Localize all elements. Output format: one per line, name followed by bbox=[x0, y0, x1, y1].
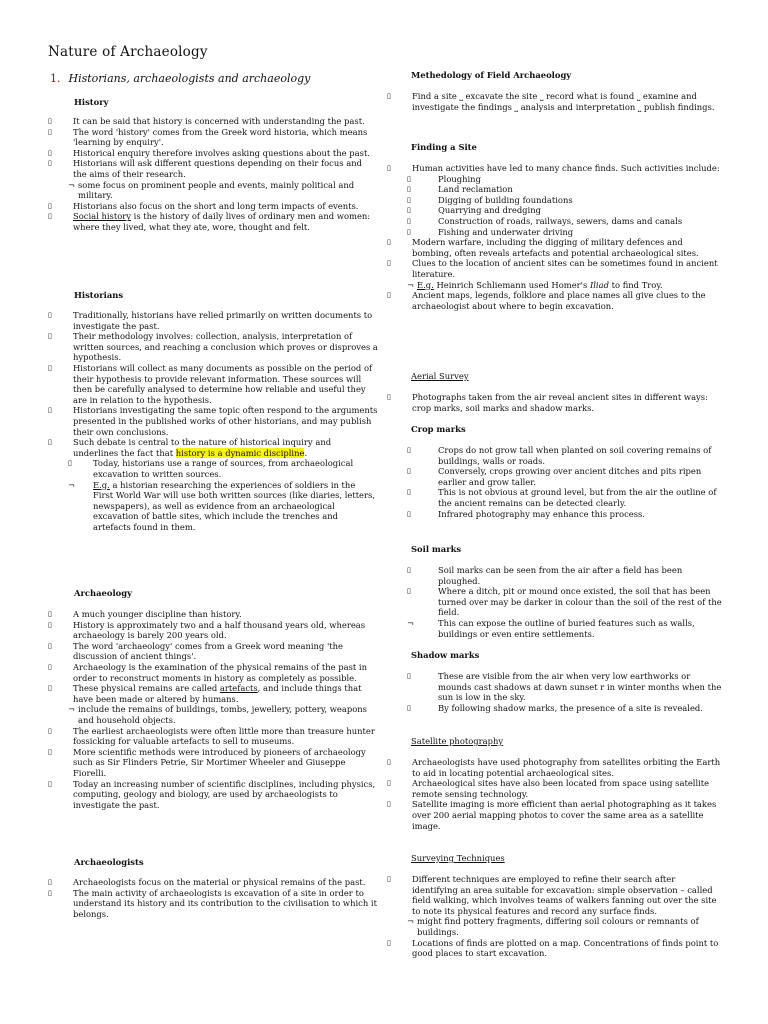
arrow-item bbox=[48, 480, 378, 533]
sub-item: ▯ Where a ditch, pit or mound once existed, the soil that has been turned over may be darker in colour than the soil of the rest of the field. bbox=[387, 586, 722, 618]
sub-item: ▯ Soil marks can be seen from the air after a field has been ploughed. bbox=[387, 565, 722, 586]
section-label: Historians, archaeologists and archaeology bbox=[68, 72, 311, 85]
list-item: ▯ Find a site ⎵ excavate the site ⎵ record what is found ⎵ examine and investigate the findings ⎵ analysis and interpretation ⎵ publish findings. bbox=[387, 91, 722, 112]
satellite-list bbox=[387, 757, 722, 831]
aerial-heading: Aerial Survey bbox=[411, 371, 469, 381]
sub-item: ▯ Construction of roads, railways, sewers, dams and canals bbox=[387, 216, 722, 227]
list-item: ▯ Clues to the location of ancient sites can be sometimes found in ancient literature. bbox=[387, 258, 722, 279]
list-item: ▯ Ancient maps, legends, folklore and place names all give clues to the archaeologist about where to begin excavation. bbox=[387, 290, 722, 311]
arrow-item: ¬ This can expose the outline of buried features such as walls, buildings or even entire settlements. bbox=[387, 618, 722, 639]
list-item: ▯ Archaeologists focus on the material or physical remains of the past. bbox=[48, 877, 378, 888]
section-title bbox=[50, 72, 310, 85]
highlighted-text: history is a dynamic discipline bbox=[175, 447, 305, 458]
eg-text: Heinrich Schliemann used Homer's bbox=[433, 279, 590, 290]
list-item: ▯ Photographs taken from the air reveal ancient sites in different ways: crop marks, soil marks and shadow marks. bbox=[387, 392, 722, 413]
arrow-item: ¬ might find pottery fragments, differing soil colours or remnants of buildings. bbox=[387, 916, 722, 937]
list-item: ▯ It can be said that history is concerned with understanding the past. bbox=[48, 116, 378, 127]
list-item: ▯ Today an increasing number of scientific disciplines, including physics, computing, geology and biology, are used by archaeologists to investigate the past. bbox=[48, 779, 378, 811]
sub-item: ▯ Ploughing bbox=[387, 174, 722, 185]
list-item: ▯ Traditionally, historians have relied primarily on written documents to investigate the past. bbox=[48, 310, 378, 331]
sub-item: ▯ These are visible from the air when very low earthworks or mounds cast shadows at dawn sunset r in winter months when the sun is low in the sky. bbox=[387, 671, 722, 703]
sub-item: ▯ Land reclamation bbox=[387, 184, 722, 195]
phys-text-end: , and include things that have been made or altered by humans. bbox=[73, 683, 362, 704]
surveying-heading: Surveying Techniques bbox=[411, 853, 505, 863]
sub-item: ▯ Fishing and underwater driving bbox=[387, 227, 722, 238]
method-heading: Methedology of Field Archaeology bbox=[411, 70, 572, 80]
eg-text-end: to find Troy. bbox=[608, 279, 663, 290]
social-history-term: Social history bbox=[73, 211, 131, 222]
crop-heading: Crop marks bbox=[411, 424, 466, 434]
list-item: ▯ Archaeological sites have also been located from space using satellite remote sensing technology. bbox=[387, 778, 722, 799]
list-item: ▯ Different techniques are employed to refine their search after identifying an area suitable for excavation: simple observation – called field walking, which involves teams of walkers fanning out over the site to note its physical features and record any surface finds. bbox=[387, 874, 722, 916]
list-item: ▯ History is approximately two and a half thousand years old, whereas archaeology is barely 200 years old. bbox=[48, 620, 378, 641]
method-list bbox=[387, 91, 722, 112]
sub-item: ▯ Quarrying and dredging bbox=[387, 205, 722, 216]
debate-text: Such debate is central to the nature of historical inquiry and underlines the fact that bbox=[73, 437, 332, 458]
satellite-heading: Satellite photography bbox=[411, 736, 504, 746]
list-item bbox=[48, 437, 378, 458]
list-item: ▯ Archaeology is the examination of the physical remains of the past in order to reconstruct moments in history as completely as possible. bbox=[48, 662, 378, 683]
list-item: ▯ The earliest archaeologists were often little more than treasure hunter fossicking for valuable artefacts to sell to museums. bbox=[48, 726, 378, 747]
arrow-item bbox=[387, 280, 722, 291]
history-heading: History bbox=[74, 97, 109, 107]
list-item: ▯ Historians investigating the same topic often respond to the arguments presented in the published works of other historians, and may publish their own conclusions. bbox=[48, 405, 378, 437]
eg-label: E.g. bbox=[93, 479, 110, 490]
list-item: ▯ Historians will ask different questions depending on their focus and the aims of their research. bbox=[48, 158, 378, 179]
sub-item: ▯ Today, historians use a range of sources, from archaeological excavation to written sources. bbox=[48, 458, 378, 479]
history-list bbox=[48, 116, 378, 233]
list-item: ▯ Historical enquiry therefore involves asking questions about the past. bbox=[48, 148, 378, 159]
artefacts-term: artefacts bbox=[219, 683, 258, 694]
crop-list bbox=[387, 445, 722, 519]
shadow-heading: Shadow marks bbox=[411, 650, 480, 660]
list-item: ▯ Locations of finds are plotted on a map. Concentrations of finds point to good places to start excavation. bbox=[387, 938, 722, 959]
list-item: ▯ Historians also focus on the short and long term impacts of events. bbox=[48, 201, 378, 212]
list-item bbox=[48, 211, 378, 232]
sub-item: ▯ This is not obvious at ground level, but from the air the outline of the ancient remains can be detected clearly. bbox=[387, 487, 722, 508]
list-item: ▯ The word 'archaeology' comes from a Greek word meaning 'the discussion of ancient things'. bbox=[48, 641, 378, 662]
arrow-item: ¬ include the remains of buildings, tombs, jewellery, pottery, weapons and household objects. bbox=[48, 704, 378, 725]
debate-end: . bbox=[304, 447, 308, 458]
historians-list bbox=[48, 310, 378, 532]
list-item: ▯ Their methodology involves: collection, analysis, interpretation of written sources, and reaching a conclusion which proves or disproves a hypothesis. bbox=[48, 331, 378, 363]
finding-heading: Finding a Site bbox=[411, 142, 477, 152]
soil-list bbox=[387, 565, 722, 639]
soil-heading: Soil marks bbox=[411, 544, 462, 554]
archaeology-heading: Archaeology bbox=[74, 588, 132, 598]
arrow-item: ¬ some focus on prominent people and events, mainly political and military. bbox=[48, 180, 378, 201]
archaeologists-heading: Archaeologists bbox=[74, 857, 144, 867]
list-item: ▯ More scientific methods were introduced by pioneers of archaeology such as Sir Flinders Petrie, Sir Mortimer Wheeler and Giuseppe Fiorelli. bbox=[48, 747, 378, 779]
sub-item: ▯ By following shadow marks, the presence of a site is revealed. bbox=[387, 703, 722, 714]
list-item bbox=[48, 683, 378, 704]
list-item: ▯ Satellite imaging is more efficient than aerial photographing as it takes over 200 aerial mapping photos to cover the same area as a satellite image. bbox=[387, 799, 722, 831]
historians-heading: Historians bbox=[74, 290, 124, 300]
archaeologists-list bbox=[48, 877, 378, 919]
list-item: ▯ Human activities have led to many chance finds. Such activities include: bbox=[387, 163, 722, 174]
finding-list bbox=[387, 163, 722, 311]
sub-item: ▯ Infrared photography may enhance this process. bbox=[387, 509, 722, 520]
list-item: ▯ Historians will collect as many documents as possible on the period of their hypothesis to provide relevant information. These sources will then be carefully analysed to determine how reliable and useful they are in relation to the hypothesis. bbox=[48, 363, 378, 405]
list-item: ▯ The word 'history' comes from the Greek word historia, which means 'learning by enquiry'. bbox=[48, 127, 378, 148]
page-title: Nature of Archaeology bbox=[48, 44, 208, 60]
archaeology-list bbox=[48, 609, 378, 810]
eg-text: a historian researching the experiences of soldiers in the First World War will use both written sources (like diaries, letters, newspapers), as well as evidence from an archaeological excavation of battle sites, which include the trenches and artefacts found in them. bbox=[93, 479, 375, 532]
list-item: ▯ A much younger discipline than history. bbox=[48, 609, 378, 620]
list-item: ▯ The main activity of archaeologists is excavation of a site in order to understand its history and its contribution to the civilisation to which it belongs. bbox=[48, 888, 378, 920]
sub-item: ▯ Crops do not grow tall when planted on soil covering remains of buildings, walls or roads. bbox=[387, 445, 722, 466]
section-number: 1. bbox=[50, 72, 61, 85]
shadow-list bbox=[387, 671, 722, 713]
social-history-text: is the history of daily lives of ordinary men and women: where they lived, what they ate, wore, thought and felt. bbox=[73, 211, 371, 232]
list-item: ▯ Archaeologists have used photography from satellites orbiting the Earth to aid in locating potential archaeological sites. bbox=[387, 757, 722, 778]
iliad-title: Iliad bbox=[589, 279, 609, 290]
eg-label: E.g. bbox=[417, 279, 434, 290]
surveying-list bbox=[387, 874, 722, 959]
aerial-list bbox=[387, 392, 722, 413]
phys-text: These physical remains are called bbox=[73, 683, 220, 694]
list-item: ▯ Modern warfare, including the digging of military defences and bombing, often reveals artefacts and potential archaeological sites. bbox=[387, 237, 722, 258]
sub-item: ▯ Digging of building foundations bbox=[387, 195, 722, 206]
sub-item: ▯ Conversely, crops growing over ancient ditches and pits ripen earlier and grow taller. bbox=[387, 466, 722, 487]
